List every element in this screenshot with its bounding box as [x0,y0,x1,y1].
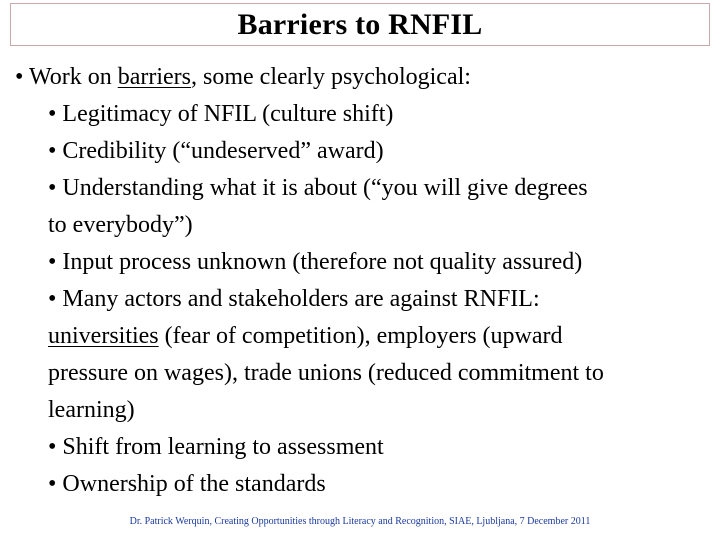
sub-bullet-3-continuation [48,212,193,238]
sub-bullet-text: Ownership of the standards [62,471,326,497]
sub-bullet-text: Understanding what it is about (“you will give degrees [62,175,588,201]
title-box [10,3,710,46]
bullet-icon: • [48,101,57,127]
main-bullet-suffix: , some clearly psychological: [191,64,471,90]
main-bullet-prefix: Work on [28,64,118,90]
sub-bullet-5-line-3 [48,360,604,386]
sub-bullet-text: Shift from learning to assessment [62,434,384,460]
bullet-icon: • [48,471,57,497]
sub-bullet-2 [48,138,384,164]
main-bullet-underlined: barriers [117,64,192,90]
slide-footer: Dr. Patrick Werquin, Creating Opportunities through Literacy and Recognition, SIAE, Ljubljana, 7 December 2011 [129,516,591,527]
sub-bullet-1 [48,101,393,127]
sub-bullet-4 [48,249,582,275]
sub-bullet-text: pressure on wages), trade unions (reduced commitment to [48,360,604,386]
bullet-icon: • [48,138,57,164]
bullet-icon: • [48,286,57,312]
sub-bullet-underlined: universities [48,323,159,349]
slide-title: Barriers to RNFIL [237,7,483,41]
sub-bullet-6 [48,434,384,460]
main-bullet [15,64,471,90]
sub-bullet-5-line-4 [48,397,135,423]
sub-bullet-text: Legitimacy of NFIL (culture shift) [62,101,394,127]
sub-bullet-text: learning) [48,397,135,423]
sub-bullet-text: Many actors and stakeholders are against RNFIL: [62,286,540,312]
bullet-icon: • [48,434,57,460]
sub-bullet-text: Input process unknown (therefore not quality assured) [62,249,583,275]
sub-bullet-3 [48,175,588,201]
sub-bullet-7 [48,471,326,497]
sub-bullet-5-line-2 [48,323,563,349]
sub-bullet-text: Credibility (“undeserved” award) [62,138,384,164]
sub-bullet-text: (fear of competition), employers (upward [158,323,563,349]
bullet-icon: • [48,249,57,275]
sub-bullet-5 [48,286,540,312]
sub-bullet-text: to everybody”) [48,212,193,238]
bullet-icon: • [48,175,57,201]
bullet-icon: • [15,64,24,90]
